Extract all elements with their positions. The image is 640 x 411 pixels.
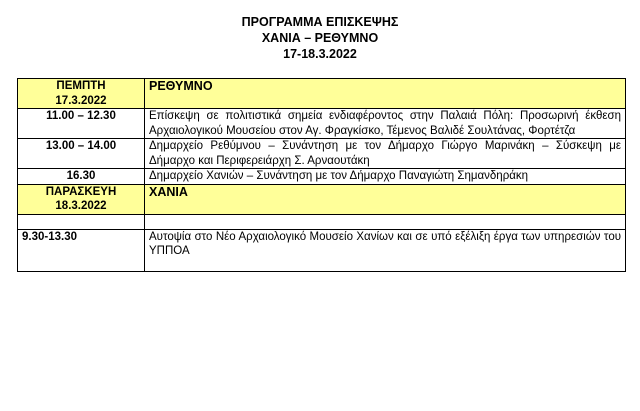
day-date: 17.3.2022	[55, 94, 107, 107]
table-row	[18, 169, 626, 185]
event-time: 11.00 – 12.30	[18, 109, 145, 139]
day-row-friday	[18, 184, 626, 214]
table-row	[18, 229, 626, 271]
day-date: 18.3.2022	[55, 200, 107, 212]
document-title: ΠΡΟΓΡΑΜΜΑ ΕΠΙΣΚΕΨΗΣ	[241, 15, 399, 29]
day-cell	[18, 79, 145, 109]
event-time: 9.30-13.30	[18, 229, 145, 271]
day-cell	[18, 184, 145, 214]
schedule-table	[17, 78, 626, 272]
event-description: Επίσκεψη σε πολιτιστικά σημεία ενδιαφέροντος στην Παλαιά Πόλη: Προσωρινή έκθεση Αρχαιολογικού Μουσείου στον Αγ. Φραγκίσκο, Τέμενος Βαλιδέ Σουλτάνας, Φορτέτζα	[145, 109, 626, 139]
document-subtitle: ΧΑΝΙΑ – ΡΕΘΥΜΝΟ	[261, 31, 379, 45]
table-row	[18, 109, 626, 139]
event-description: Δημαρχείο Ρεθύμνου – Συνάντηση με τον Δήμαρχο Γιώργο Μαρινάκη – Σύσκεψη με Δήμαρχο και Περιφερειάρχη Σ. Αρναουτάκη	[145, 139, 626, 169]
document-header	[0, 14, 640, 62]
event-description: Αυτοψία στο Νέο Αρχαιολογικό Μουσείο Χανίων και σε υπό εξέλιξη έργα των υπηρεσιών του ΥΠΠΟΑ	[145, 229, 626, 271]
event-time: 13.00 – 14.00	[18, 139, 145, 169]
day-name: ΠΑΡΑΣΚΕΥΗ	[45, 185, 117, 198]
day-place: ΧΑΝΙΑ	[145, 184, 626, 214]
event-description: Δημαρχείο Χανιών – Συνάντηση με τον Δήμαρχο Παναγιώτη Σημανδηράκη	[145, 169, 626, 185]
table-row	[18, 139, 626, 169]
document-dates: 17-18.3.2022	[283, 47, 357, 61]
spacer-row	[18, 214, 626, 229]
day-row-thursday	[18, 79, 626, 109]
day-name: ΠΕΜΠΤΗ	[56, 80, 106, 92]
day-place: ΡΕΘΥΜΝΟ	[145, 79, 626, 109]
event-time: 16.30	[18, 169, 145, 185]
